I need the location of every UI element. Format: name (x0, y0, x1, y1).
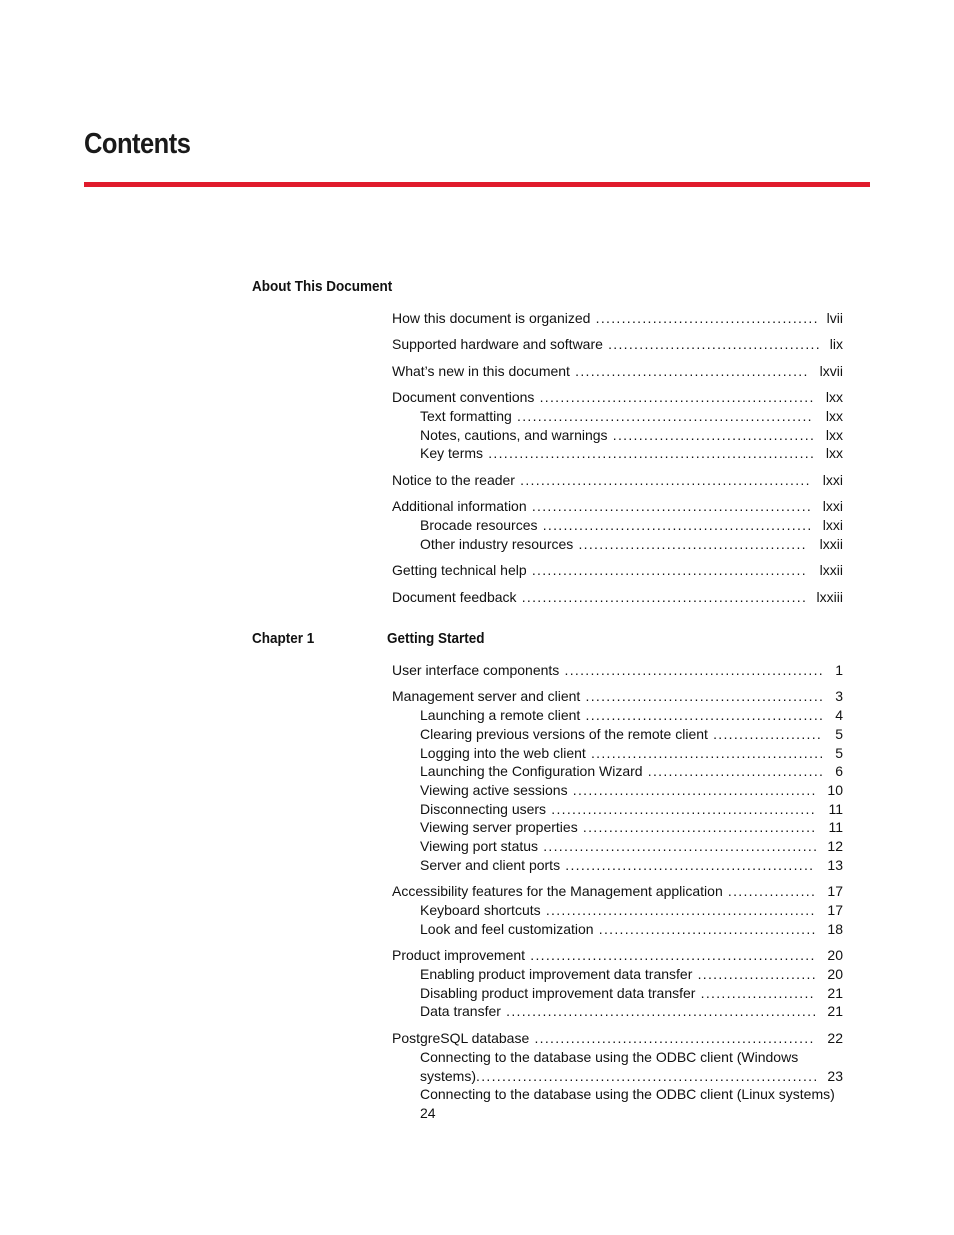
toc-leader-dots: ......................................................... (511, 408, 813, 424)
toc-entry[interactable]: Connecting to the database using the ODBC client (Windows systems) (420, 1049, 799, 1084)
toc-entry[interactable] (420, 426, 843, 444)
toc-entry-title: How this document is organized (392, 310, 591, 326)
toc-entry-title: Other industry resources (420, 536, 574, 552)
toc-entry-title: Viewing server properties (420, 819, 578, 835)
toc-entry-page-number: lxx (823, 426, 843, 444)
toc-entry-page-number: 11 (825, 818, 843, 836)
toc-entry-title: Server and client ports (420, 857, 561, 873)
title-rule (84, 182, 870, 187)
toc-entry-page-number: 23 (824, 1067, 843, 1085)
toc-entry[interactable] (392, 471, 843, 489)
toc-leader-dots: ..................... (707, 726, 823, 742)
toc-entry[interactable] (420, 762, 843, 780)
toc-entry-page-number: 10 (824, 781, 843, 799)
toc-entry-title: Notes, cautions, and warnings (420, 427, 608, 443)
toc-entry-page-number: lix (827, 335, 843, 353)
toc-entry-title: Viewing port status (420, 838, 539, 854)
chapter-title[interactable]: About This Document (252, 278, 393, 295)
toc-entry-page-number: 24 (420, 1104, 436, 1121)
toc-entry-title: Document conventions (392, 389, 535, 405)
toc-leader-dots: ................................................ (560, 857, 815, 873)
toc-entry-page-number: 20 (824, 946, 843, 964)
toc-entry[interactable] (420, 818, 843, 836)
toc-entry-page-number: 5 (832, 744, 843, 762)
toc-entry[interactable] (420, 837, 843, 855)
chapter-title[interactable]: Getting Started (387, 630, 485, 647)
toc-leader-dots: .............................................. (580, 688, 825, 704)
toc-entry[interactable] (392, 882, 843, 900)
toc-entry-page-number: 20 (824, 965, 843, 983)
toc-entry[interactable] (392, 362, 843, 380)
toc-leader-dots: ............................................................... (483, 445, 816, 461)
toc-entry-title: Additional information (392, 498, 527, 514)
toc-entry[interactable] (420, 856, 843, 874)
toc-entry[interactable] (392, 561, 843, 579)
toc-entry-title: PostgreSQL database (392, 1030, 530, 1046)
toc-entry-title: Text formatting (420, 408, 512, 424)
toc-entry-page-number: 5 (832, 725, 843, 743)
toc-entry[interactable] (420, 407, 843, 425)
toc-entry-title: Disabling product improvement data transfer (420, 985, 696, 1001)
toc-leader-dots: ...................................................... (529, 1030, 815, 1046)
toc-entry-title: Management server and client (392, 688, 581, 704)
toc-entry-page-number: lxxi (820, 497, 843, 515)
toc-leader-dots: ........................................................ (514, 472, 811, 488)
toc-entry-page-number: 12 (824, 837, 843, 855)
toc-entry-page-number: 13 (824, 856, 843, 874)
toc-entry[interactable] (420, 965, 843, 983)
toc-entry[interactable] (420, 781, 843, 799)
toc-entry-title: Launching the Configuration Wizard (420, 763, 643, 779)
page-title: Contents (84, 128, 191, 160)
toc-entry-page-number: 17 (824, 882, 843, 900)
toc-leader-dots: ....................................................... (525, 947, 816, 963)
toc-entry[interactable] (392, 388, 843, 406)
toc-entry-page-number: lxxi (820, 516, 843, 534)
toc-entry[interactable] (420, 920, 843, 938)
toc-entry-title: Document feedback (392, 589, 517, 605)
toc-entry-title: Getting technical help (392, 562, 527, 578)
toc-leader-dots: ............................................ (573, 536, 807, 552)
toc-entry-title: What’s new in this document (392, 363, 570, 379)
toc-leader-dots: .................................................... (537, 517, 813, 533)
toc-entry-page-number: lxxi (820, 471, 843, 489)
toc-entry-page-number: lxxii (817, 535, 843, 553)
toc-entry[interactable] (392, 1029, 843, 1047)
toc-entry[interactable] (420, 744, 843, 762)
toc-entry-title: Launching a remote client (420, 707, 581, 723)
toc-entry-title: Product improvement (392, 947, 526, 963)
toc-entry-title: Enabling product improvement data transfer (420, 966, 693, 982)
toc-entry[interactable] (392, 335, 843, 353)
toc-entry-page-number: 21 (824, 984, 843, 1002)
toc-entry-title: Brocade resources (420, 517, 538, 533)
toc-entry-page-number: lxx (823, 444, 843, 462)
toc-leader-dots: .................................................. (559, 662, 824, 678)
toc-entry-title: Data transfer (420, 1003, 501, 1019)
toc-leader-dots: ............................................................ (500, 1003, 818, 1019)
toc-leader-dots: .................................................................. (476, 1067, 819, 1084)
toc-leader-dots: ............................................. (577, 819, 817, 835)
toc-entry-page-number: lxvii (817, 362, 843, 380)
toc-entry-page-number: 21 (824, 1002, 843, 1020)
toc-entry-page-number: 6 (832, 762, 843, 780)
toc-leader-dots: ..................................................... (526, 562, 807, 578)
toc-entry-page-number: lxxii (817, 561, 843, 579)
toc-entry-page-number: lxx (823, 388, 843, 406)
toc-entry[interactable] (420, 901, 843, 919)
toc-entry[interactable] (392, 309, 843, 327)
toc-entry[interactable] (420, 706, 843, 724)
toc-entry-page-number: 17 (824, 901, 843, 919)
toc-leader-dots: ........................................... (590, 310, 819, 326)
toc-entry-title: Accessibility features for the Management application (392, 883, 723, 899)
toc-entry[interactable] (420, 1085, 855, 1122)
toc-entry[interactable] (392, 497, 843, 515)
toc-entry-title: Logging into the web client (420, 745, 586, 761)
toc-leader-dots: .......................................... (593, 921, 817, 937)
toc-entry-page-number: 1 (832, 661, 843, 679)
toc-entry-title: Key terms (420, 445, 484, 461)
toc-entry[interactable] (420, 535, 843, 553)
toc-entry-title: Keyboard shortcuts (420, 902, 541, 918)
toc-leader-dots: ...................... (695, 985, 815, 1001)
toc-leader-dots: ............................................. (569, 363, 809, 379)
toc-entry-page-number: lvii (824, 309, 843, 327)
toc-entry-title: User interface components (392, 662, 560, 678)
toc-entry-page-number: 3 (832, 687, 843, 705)
toc-entry[interactable] (392, 946, 843, 964)
toc-entry-page-number: lxx (823, 407, 843, 425)
toc-entry-page-number: 18 (824, 920, 843, 938)
toc-entry-page-number: 22 (824, 1029, 843, 1047)
toc-leader-dots: .............................................. (580, 707, 825, 723)
toc-entry[interactable] (392, 661, 843, 679)
toc-entry[interactable] (420, 725, 843, 743)
toc-leader-dots: ..................................................... (534, 389, 815, 405)
toc-leader-dots: ............................................... (567, 782, 817, 798)
toc-leader-dots: ....................................................... (516, 589, 808, 605)
toc-leader-dots: .................................. (642, 763, 825, 779)
toc-leader-dots: ..................................................... (538, 838, 819, 854)
chapter-label: Chapter 1 (252, 630, 315, 647)
toc-entry-title: Supported hardware and software (392, 336, 603, 352)
toc-leader-dots: ................................................... (546, 801, 816, 817)
toc-leader-dots: ....................... (692, 966, 817, 982)
toc-entry[interactable] (420, 1002, 843, 1020)
toc-entry-title: Notice to the reader (392, 472, 515, 488)
toc-entry-page-number: 11 (825, 800, 843, 818)
toc-leader-dots: ......................................... (602, 336, 821, 352)
toc-entry[interactable] (420, 516, 843, 534)
toc-entry-title: Viewing active sessions (420, 782, 568, 798)
toc-entry-page-number: lxxiii (814, 588, 843, 606)
toc-leader-dots: .................................................... (540, 902, 816, 918)
toc-leader-dots: ................. (722, 883, 817, 899)
toc-entry[interactable] (420, 800, 843, 818)
toc-entry-title: Disconnecting users (420, 801, 547, 817)
toc-entry[interactable] (420, 444, 843, 462)
toc-leader-dots: ....................................... (607, 427, 816, 443)
toc-entry[interactable] (392, 687, 843, 705)
toc-entry-page-number: 4 (832, 706, 843, 724)
toc-entry-title: Connecting to the database using the ODBC client (Linux systems) (420, 1086, 835, 1102)
toc-entry[interactable] (392, 588, 843, 606)
toc-leader-dots: ............................................. (585, 745, 825, 761)
toc-entry-title: Look and feel customization (420, 921, 594, 937)
toc-leader-dots: ...................................................... (526, 498, 813, 514)
toc-entry-title: Clearing previous versions of the remote client (420, 726, 708, 742)
toc-entry[interactable] (420, 984, 843, 1002)
